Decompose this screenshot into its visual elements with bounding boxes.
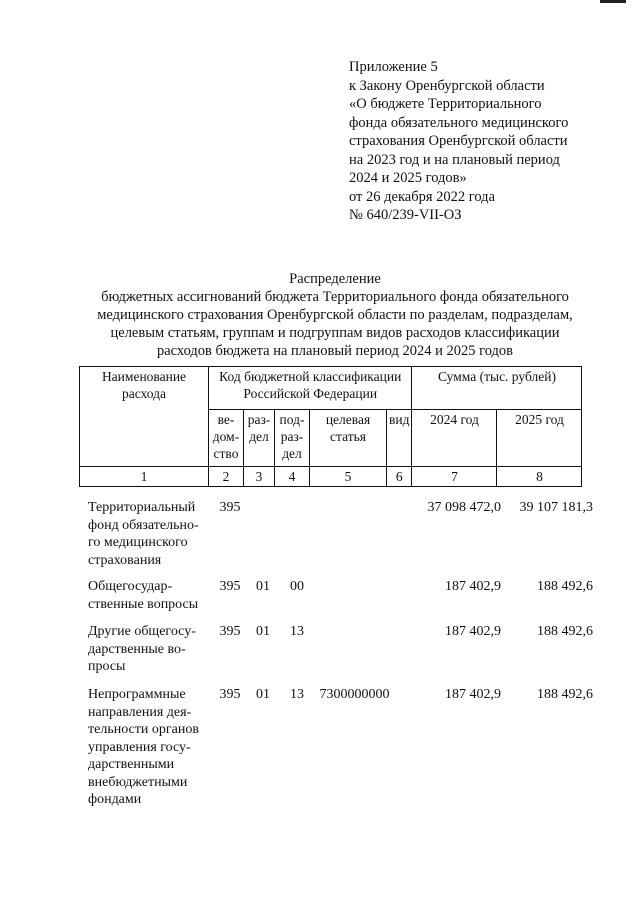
row-2025: 188 492,6 <box>537 579 593 594</box>
row-celevaya: 7300000000 <box>319 687 390 702</box>
col-number: 1 <box>80 467 209 487</box>
col-number: 4 <box>275 467 310 487</box>
scan-corner-mark <box>600 0 626 3</box>
row-ved: 395 <box>219 579 241 594</box>
appendix-line: 2024 и 2025 годов» <box>349 170 467 186</box>
col-number: 6 <box>387 467 412 487</box>
row-2025: 188 492,6 <box>537 624 593 639</box>
document-title <box>60 270 610 360</box>
col-ved-header: ве-дом-ство <box>209 410 244 467</box>
col-2025-header: 2025 год <box>497 410 582 467</box>
appendix-line: «О бюджете Территориального <box>349 96 542 112</box>
col-podrazdel-header: под-раз-дел <box>275 410 310 467</box>
col-number: 2 <box>209 467 244 487</box>
appendix-line: № 640/239-VII-ОЗ <box>349 207 462 223</box>
row-ved: 395 <box>219 687 241 702</box>
col-number: 3 <box>244 467 275 487</box>
row-2025: 188 492,6 <box>537 687 593 702</box>
appendix-line: к Закону Оренбургской области <box>349 77 545 94</box>
row-2024: 37 098 472,0 <box>427 500 501 515</box>
appendix-line: от 26 декабря 2022 года <box>349 188 495 205</box>
row-podrazdel: 13 <box>290 687 304 702</box>
row-2024: 187 402,9 <box>445 687 501 702</box>
row-ved: 395 <box>219 624 241 639</box>
appendix-line: Приложение 5 <box>349 59 438 75</box>
col-number: 8 <box>497 467 582 487</box>
row-2024: 187 402,9 <box>445 579 501 594</box>
row-podrazdel: 00 <box>290 579 304 594</box>
budget-table-header <box>79 366 582 487</box>
row-ved: 395 <box>219 500 241 515</box>
title-line: расходов бюджета на плановый период 2024 и 2025 годов <box>156 343 514 359</box>
row-name: Непрограммные направления дея-тельности органов управления госу-дарственными внебюджетными фондами <box>88 687 199 807</box>
col-2024-header: 2024 год <box>412 410 497 467</box>
col-celevaya-header: целевая статья <box>310 410 387 467</box>
title-line: Распределение <box>289 271 381 287</box>
row-name: Территориальный фонд обязательно-го медицинского страхования <box>88 500 199 568</box>
row-2025: 39 107 181,3 <box>519 500 593 515</box>
col-razdel-header: раз-дел <box>244 410 275 467</box>
appendix-line: фонда обязательного медицинского <box>349 114 569 131</box>
sum-group-header: Сумма (тыс. рублей) <box>412 367 582 410</box>
row-razdel: 01 <box>256 624 270 639</box>
col-name-header: Наименование расхода <box>80 367 209 467</box>
row-name: Общегосудар-ственные вопросы <box>88 579 199 612</box>
row-razdel: 01 <box>256 579 270 594</box>
row-name: Другие общегосу-дарственные во-просы <box>88 624 196 674</box>
row-2024: 187 402,9 <box>445 624 501 639</box>
row-razdel: 01 <box>256 687 270 702</box>
appendix-line: на 2023 год и на плановый период <box>349 151 560 168</box>
title-line: бюджетных ассигнований бюджета Территориального фонда обязательного <box>101 289 569 305</box>
col-number: 7 <box>412 467 497 487</box>
title-line: целевым статьям, группам и подгруппам видов расходов классификации <box>110 325 560 341</box>
col-vid-header: вид <box>387 410 412 467</box>
title-line: медицинского страхования Оренбургской области по разделам, подразделам, <box>97 307 573 323</box>
appendix-block <box>349 58 589 225</box>
appendix-line: страхования Оренбургской области <box>349 133 568 149</box>
code-group-header: Код бюджетной классификации Российской Федерации <box>209 367 412 410</box>
row-podrazdel: 13 <box>290 624 304 639</box>
col-number: 5 <box>310 467 387 487</box>
